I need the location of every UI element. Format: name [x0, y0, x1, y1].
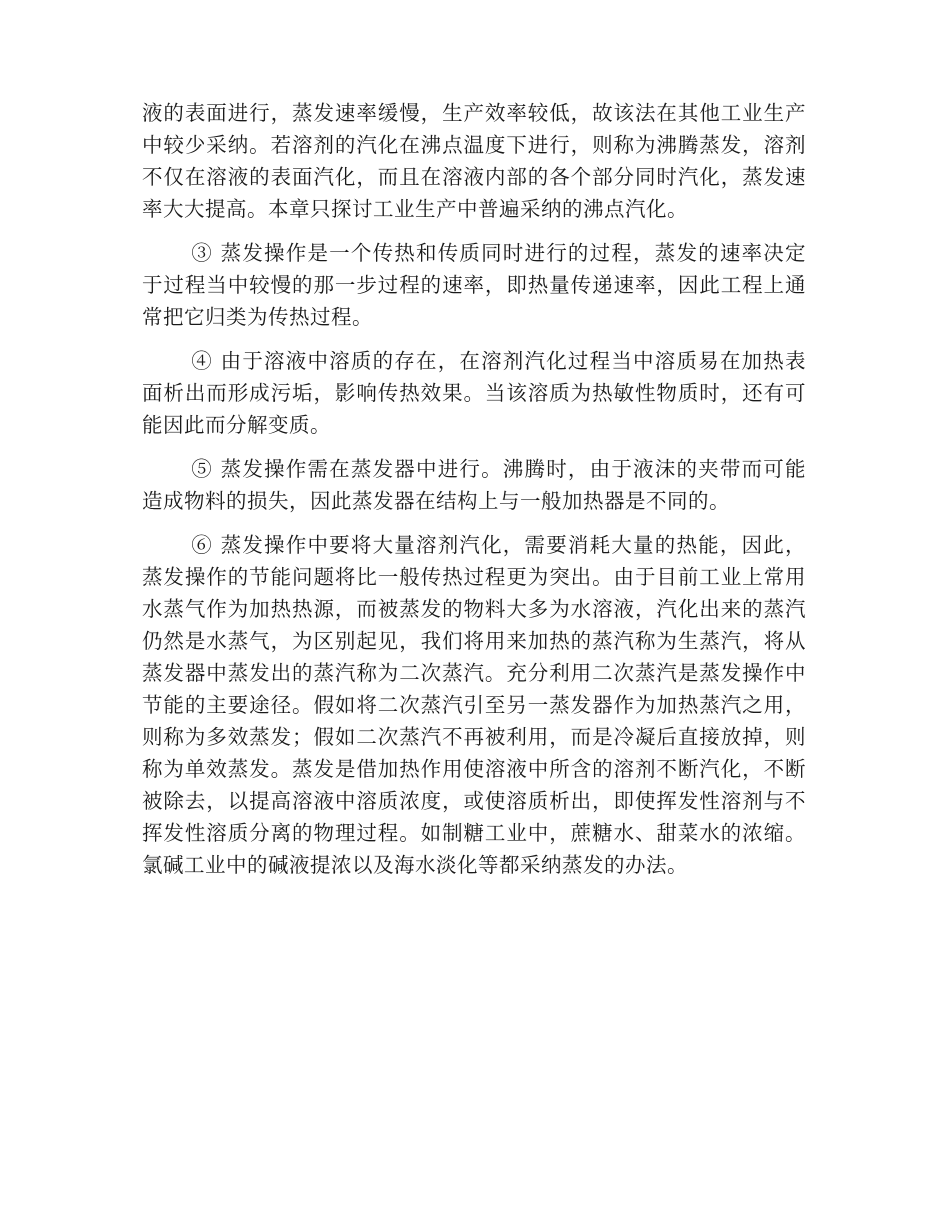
paragraph-item-4: ④ 由于溶液中溶质的存在，在溶剂汽化过程当中溶质易在加热表面析出而形成污垢，影响传热效果。当该溶质为热敏性物质时，还有可能因此而分解变质。 — [142, 349, 806, 437]
paragraph-item-3: ③ 蒸发操作是一个传热和传质同时进行的过程，蒸发的速率决定于过程当中较慢的那一步过程的速率，即热量传递速率，因此工程上通常把它归类为传热过程。 — [142, 241, 806, 329]
document-page — [142, 97, 806, 893]
paragraph-continuation: 液的表面进行，蒸发速率缓慢，生产效率较低，故该法在其他工业生产中较少采纳。若溶剂的汽化在沸点温度下进行，则称为沸腾蒸发，溶剂不仅在溶液的表面汽化，而且在溶液内部的各个部分同时汽化，蒸发速率大大提高。本章只探讨工业生产中普遍采纳的沸点汽化。 — [142, 101, 806, 221]
paragraph-item-5: ⑤ 蒸发操作需在蒸发器中进行。沸腾时，由于液沫的夹带而可能造成物料的损失，因此蒸发器在结构上与一般加热器是不同的。 — [142, 457, 806, 513]
paragraph-item-6: ⑥ 蒸发操作中要将大量溶剂汽化，需要消耗大量的热能，因此，蒸发操作的节能问题将比一般传热过程更为突出。由于目前工业上常用水蒸气作为加热热源，而被蒸发的物料大多为水溶液，汽化出来的蒸汽仍然是水蒸气，为区别起见，我们将用来加热的蒸汽称为生蒸汽，将从蒸发器中蒸发出的蒸汽称为二次蒸汽。充分利用二次蒸汽是蒸发操作中节能的主要途径。假如将二次蒸汽引至另一蒸发器作为加热蒸汽之用，则称为多效蒸发；假如二次蒸汽不再被利用，而是冷凝后直接放掉，则称为单效蒸发。蒸发是借加热作用使溶液中所含的溶剂不断汽化，不断被除去，以提高溶液中溶质浓度，或使溶质析出，即使挥发性溶剂与不挥发性溶质分离的物理过程。如制糖工业中，蔗糖水、甜菜水的浓缩。氯碱工业中的碱液提浓以及海水淡化等都采纳蒸发的办法。 — [142, 533, 806, 877]
